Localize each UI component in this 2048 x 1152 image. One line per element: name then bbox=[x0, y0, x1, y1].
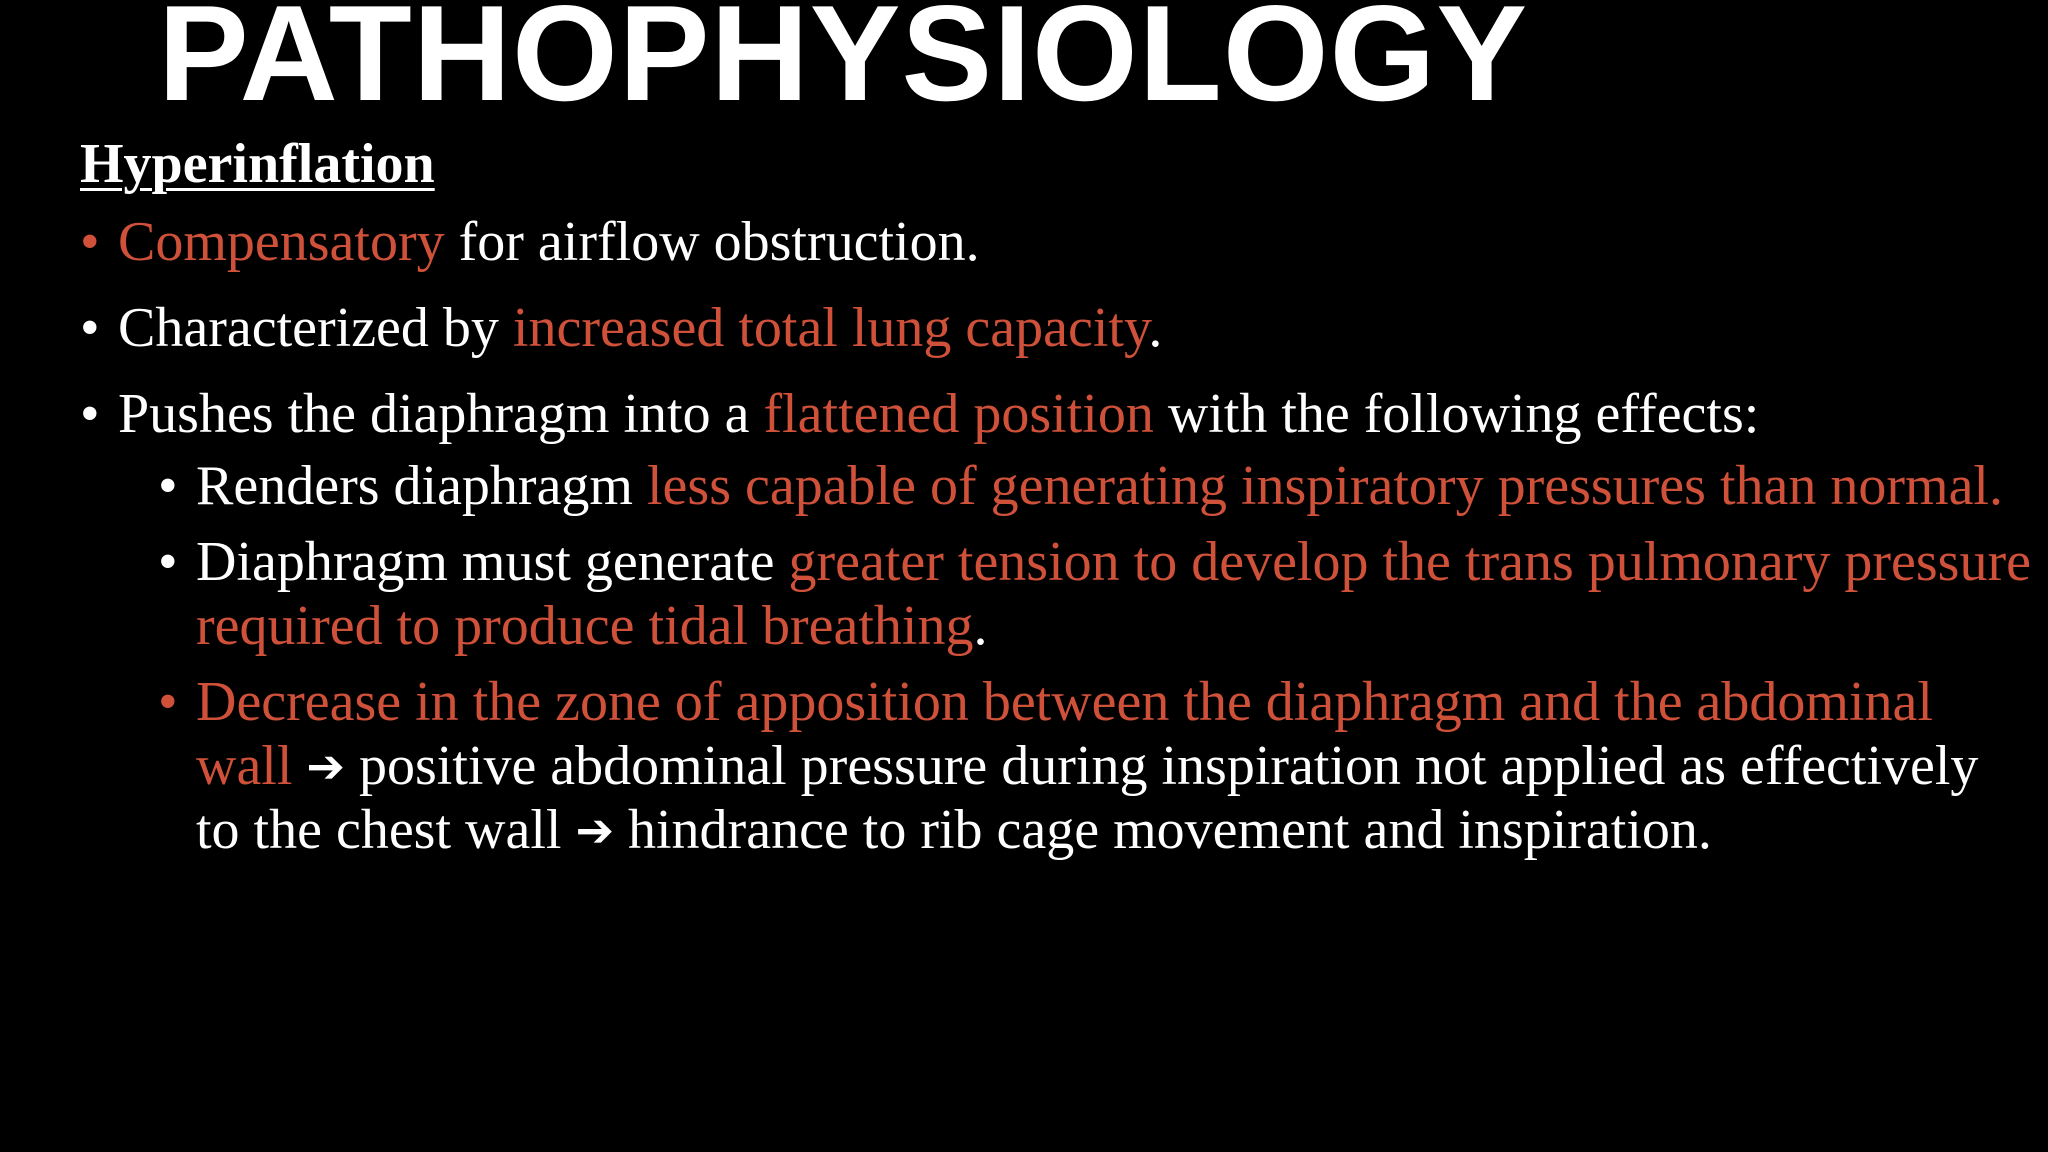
sub-bullet-item bbox=[158, 454, 2036, 518]
highlight-text: increased total lung capacity bbox=[512, 297, 1149, 359]
bullet-text: Characterized by bbox=[118, 297, 513, 359]
bullet-text: Renders diaphragm bbox=[196, 455, 647, 517]
bullet-marker: • bbox=[80, 383, 100, 445]
bullet-item bbox=[80, 382, 2000, 446]
slide-content bbox=[80, 128, 2031, 874]
bullet-text: for airflow obstruction. bbox=[444, 211, 980, 273]
bullet-marker: • bbox=[80, 297, 100, 359]
section-heading: Hyperinflation bbox=[80, 133, 435, 195]
bullet-text: with the following effects: bbox=[1153, 383, 1760, 445]
bullet-item bbox=[80, 210, 2000, 274]
bullet-text: . bbox=[973, 595, 988, 657]
bullet-marker: • bbox=[158, 531, 178, 593]
bullet-text: positive abdominal pressure during inspiration not applied as effectively to the chest wall bbox=[196, 735, 1979, 861]
sub-bullet-item bbox=[158, 530, 2036, 658]
bullet-text: . bbox=[1148, 297, 1163, 359]
bullet-text: Diaphragm must generate bbox=[196, 531, 789, 593]
bullet-text: hindrance to rib cage movement and inspiration. bbox=[614, 799, 1712, 861]
highlight-text: Compensatory bbox=[118, 211, 445, 273]
highlight-text: less capable of generating inspiratory pressures than normal. bbox=[646, 455, 2003, 517]
right-arrow-icon: ➔ bbox=[306, 739, 345, 793]
bullet-marker: • bbox=[80, 211, 100, 273]
highlight-text: greater tension to develop the trans pulmonary pressure required to produce tidal breathing bbox=[196, 531, 2031, 657]
highlight-text: Decrease in the zone of apposition between the diaphragm and the abdominal wall bbox=[196, 671, 1933, 797]
bullet-marker: • bbox=[158, 671, 178, 733]
highlight-text: flattened position bbox=[763, 383, 1154, 445]
bullet-marker: • bbox=[158, 455, 178, 517]
slide-title: PATHOPHYSIOLOGY bbox=[158, 0, 1529, 129]
sub-bullet-item bbox=[158, 670, 1986, 862]
right-arrow-icon: ➔ bbox=[575, 803, 614, 857]
bullet-item bbox=[80, 296, 2000, 360]
bullet-text: Pushes the diaphragm into a bbox=[118, 383, 764, 445]
